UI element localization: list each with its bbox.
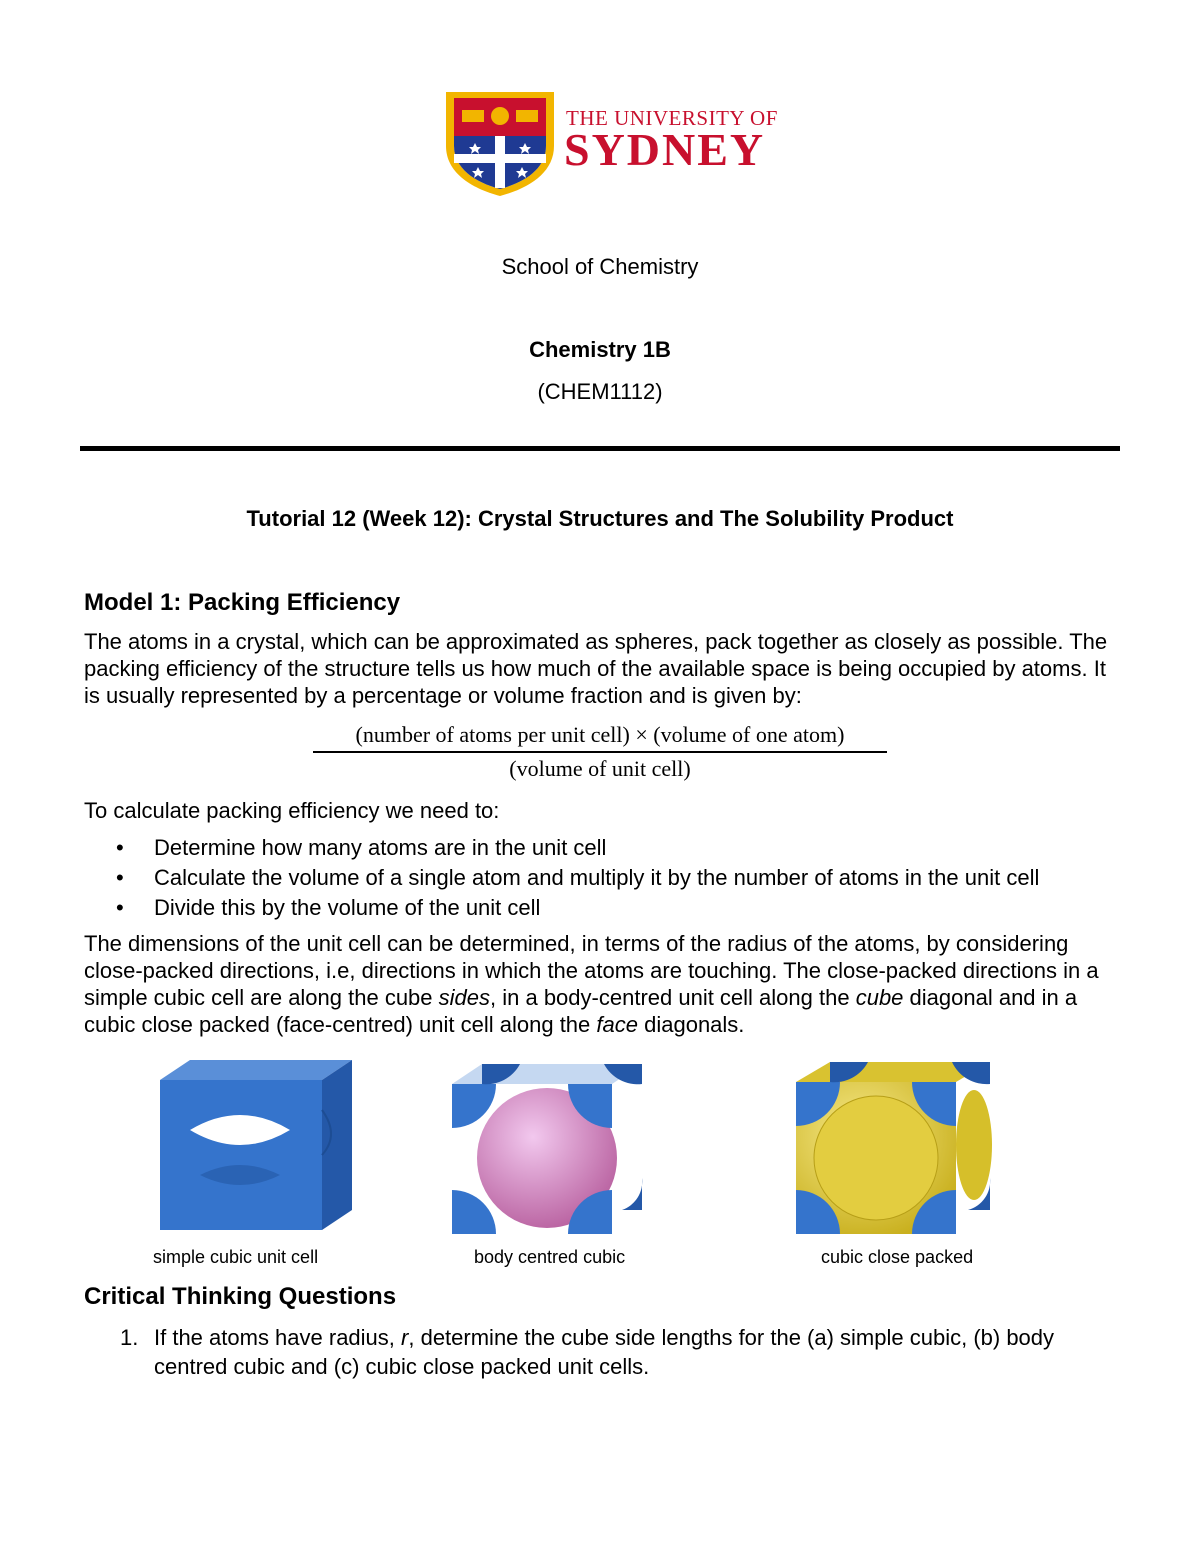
text-span: The dimensions of the unit cell can be determined, in terms of the radius of the atoms, by considering close-packed directions, i.e, directions in which the atoms are touching. The close-packed directions in a simple cubic cell are along the cube	[84, 931, 1099, 1010]
body-centred-cubic-figure	[452, 1064, 642, 1234]
course-code: (CHEM1112)	[537, 379, 663, 404]
list-item: • Divide this by the volume of the unit cell	[84, 893, 1039, 923]
formula-denominator: (volume of unit cell)	[509, 756, 691, 781]
text-span: diagonals.	[638, 1012, 745, 1037]
tutorial-title: Tutorial 12 (Week 12): Crystal Structures and The Solubility Product	[246, 506, 954, 531]
steps-intro: To calculate packing efficiency we need to:	[84, 798, 500, 823]
text-span: If the atoms have radius,	[154, 1325, 402, 1350]
list-item: • Calculate the volume of a single atom and multiply it by the number of atoms in the unit cell	[84, 863, 1039, 893]
list-item: • Determine how many atoms are in the unit cell	[84, 833, 1039, 863]
model-heading: Model 1: Packing Efficiency	[84, 589, 401, 616]
steps-list	[84, 833, 1039, 923]
emphasis-face: face	[596, 1012, 638, 1037]
simple-cubic-figure	[160, 1060, 352, 1230]
packing-efficiency-formula	[0, 722, 1200, 782]
emphasis-cube: cube	[855, 985, 904, 1010]
figure-label-simple-cubic: simple cubic unit cell	[153, 1247, 319, 1267]
course-name: Chemistry 1B	[529, 337, 671, 362]
dimensions-paragraph	[84, 930, 1124, 1038]
intro-paragraph: The atoms in a crystal, which can be approximated as spheres, pack together as closely as possible. The packing efficiency of the structure tells us how much of the available space is being occupied by atoms. It is usually represented by a percentage or volume fraction and is given by:	[84, 629, 1108, 708]
text-span: , in a body-centred unit cell along the	[490, 985, 856, 1010]
ctq-heading: Critical Thinking Questions	[84, 1283, 397, 1310]
emphasis-r: r	[401, 1325, 409, 1350]
question-number: 1.	[120, 1325, 139, 1350]
text-span: , determine the cube side lengths for the (a) simple cubic, (b) body centred cubic and (c) cubic close packed unit cells.	[154, 1325, 1055, 1379]
figure-label-bcc: body centred cubic	[474, 1247, 626, 1267]
question-text	[154, 1323, 1114, 1381]
emphasis-sides: sides	[438, 985, 491, 1010]
fraction-bar	[313, 751, 887, 753]
header-divider	[80, 446, 1120, 451]
logo-text-line1: THE UNIVERSITY OF	[566, 106, 778, 130]
school-name: School of Chemistry	[501, 254, 699, 279]
cubic-close-packed-figure	[796, 1062, 992, 1234]
formula-numerator: (number of atoms per unit cell) × (volume of one atom)	[355, 722, 845, 747]
figure-label-ccp: cubic close packed	[821, 1247, 974, 1267]
university-logo	[440, 88, 778, 198]
university-crest-icon	[440, 88, 560, 198]
text-span: diagonal and in a cubic close packed (face-centred) unit cell along the	[84, 985, 1078, 1037]
logo-text-line2: SYDNEY	[564, 124, 766, 175]
